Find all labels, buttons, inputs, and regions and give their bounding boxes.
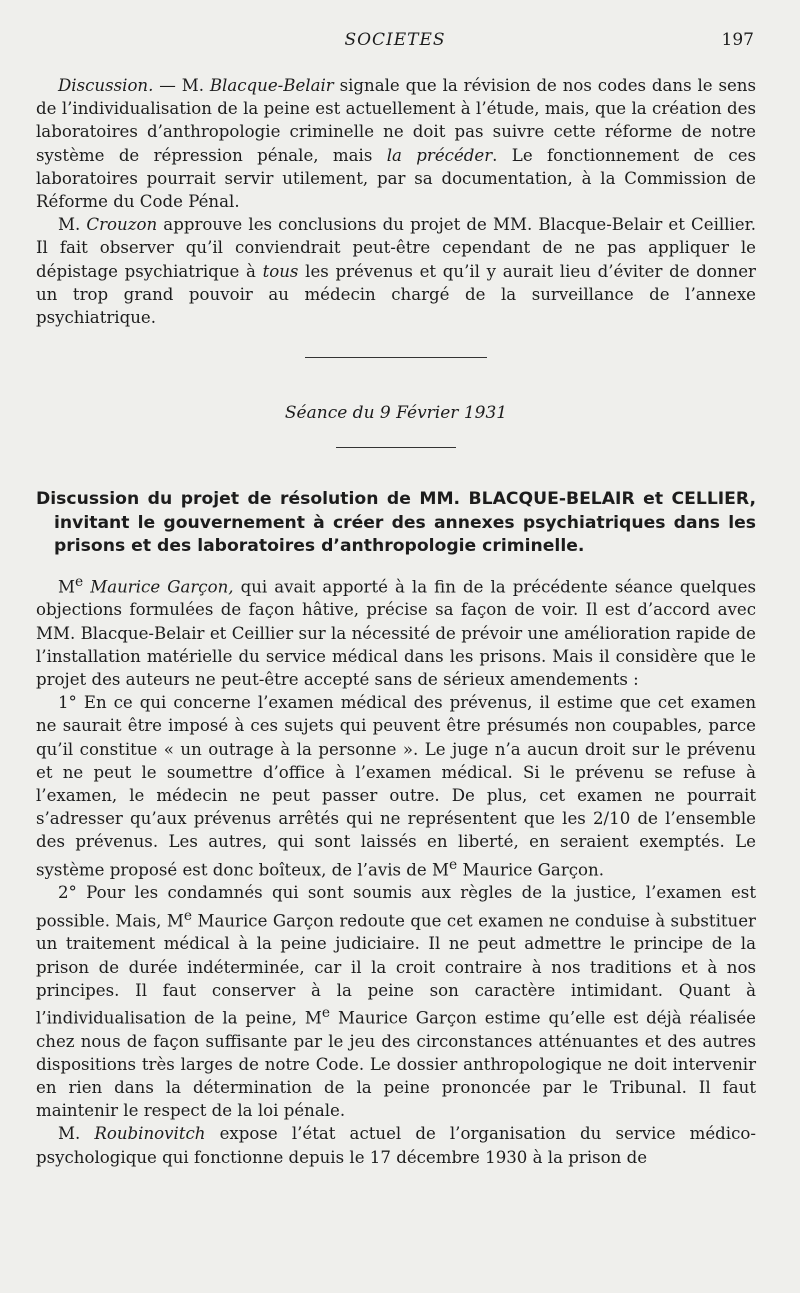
run-text: M. xyxy=(58,215,87,235)
run-text: expose l’état actuel de l’organisation du service médico-psychologique qui fonctionne depuis le 17 décembre 1930 à la prison de xyxy=(36,1124,756,1167)
running-title: SOCIETES xyxy=(344,30,446,50)
paragraph-discussion xyxy=(36,74,756,213)
run-text: M xyxy=(58,577,75,597)
paragraph-garcon xyxy=(36,571,756,692)
run-text: les prévenus et qu’il y aurait lieu d’éviter de donner un trop grand pouvoir au médecin chargé de la surveillance de l’annexe psychiatrique. xyxy=(36,261,756,328)
run-text: qui avait apporté à la fin de la précédente séance quelques objections formulées de façon hâtive, précise sa façon de voir. Il est d’accord avec MM. Blacque-Belair et Ceillier sur la nécessité de prévoir une amélioration rapide de l’installation matérielle du service médical dans les prisons. Mais il considère que le projet des auteurs ne peut-être accepté sans de sérieux amendements : xyxy=(36,577,756,689)
run-text: signale que la révision de nos codes dans le sens de l’individualisation de la peine est actuellement à l’étude, mais, que la création des laboratoires d’anthropologie criminelle ne doit pas suivre cette réforme de notre système de répression pénale, mais xyxy=(36,76,756,165)
run-text: Maurice Garçon. xyxy=(457,860,605,880)
run-label: Discussion. xyxy=(58,76,154,95)
paragraph-point-2 xyxy=(36,881,756,1122)
paragraph-crouzon xyxy=(36,213,756,329)
section-heading: Discussion du projet de résolution de MM. BLACQUE-BELAIR et CELLIER, invitant le gouvernement à créer des annexes psychiatriques dans les prisons et des laboratoires d’anthropologie criminelle. xyxy=(36,489,756,557)
divider xyxy=(336,447,456,448)
run-text: 2° Pour les condamnés qui sont soumis aux règles de la justice, l’examen est possible. Mais, M xyxy=(36,883,756,931)
run-superscript: e xyxy=(183,907,193,924)
run-name: Blacque-Belair xyxy=(209,76,334,95)
session-title: Séance du 9 Février 1931 xyxy=(284,403,508,424)
divider xyxy=(305,357,487,358)
run-text: 1° En ce qui concerne l’examen médical des prévenus, il estime que cet examen ne saurait être imposé à ces sujets qui peuvent être présumés non coupables, parce qu’il constitue « un outrage à la personne ». Le juge n’a aucun droit sur le prévenu et ne peut le soumettre d’office à l’examen médical. Si le prévenu se refuse à l’examen, le médecin ne peut passer outre. De plus, cet examen ne pourrait s’adresser qu’aux prévenus arrêtés qui ne représentent que les 2/10 de l’ensemble des prévenus. Les autres, qui sont laissés en liberté, en seraient exemptés. Le système proposé est donc boîteux, de l’avis de M xyxy=(36,693,756,880)
run-text: approuve les conclusions du projet de MM. Blacque-Belair et Ceillier. Il fait observer qu’il conviendrait peut-être cependant de ne pas appliquer le dépistage psychiatrique à xyxy=(36,215,756,281)
run-text: Maurice Garçon redoute que cet examen ne conduise à substituer un traitement médical à la peine judiciaire. Il ne peut admettre le principe de la prison de durée indéterminée, car il la croit contraire à nos traditions et à nos principes. Il faut conserver à la peine son caractère intimidant. Quant à l’individualisation de la peine, M xyxy=(36,911,756,1028)
run-superscript: e xyxy=(75,573,84,590)
run-name: Roubinovitch xyxy=(94,1124,206,1144)
paragraph-roubinovitch xyxy=(36,1122,756,1168)
run-text: Maurice Garçon estime qu’elle est déjà réalisée chez nous de façon suffisante par le jeu des circonstances atténuantes et des autres dispositions très larges de notre Code. Le dossier anthropologique ne doit intervenir en rien dans la détermination de la peine prononcée par le Tribunal. Il faut maintenir le respect de la loi pénale. xyxy=(36,1008,756,1121)
run-name: Crouzon xyxy=(86,215,158,235)
run-emphasis: tous xyxy=(262,261,299,281)
run-text: M. xyxy=(58,1124,95,1144)
run-emphasis: la précéder xyxy=(386,145,493,165)
run-text: . Le fonctionnement de ces laboratoires pourrait servir utilement, par sa documentation, à la Commission de Réforme du Code Pénal. xyxy=(36,145,756,212)
run-superscript: e xyxy=(321,1004,331,1021)
paragraph-point-1 xyxy=(36,691,756,881)
page-number: 197 xyxy=(721,30,754,50)
running-head xyxy=(36,30,754,56)
run-superscript: e xyxy=(449,856,458,873)
run-text: — M. xyxy=(153,76,210,95)
page-body xyxy=(36,74,756,1169)
run-name: Maurice Garçon, xyxy=(90,577,234,597)
